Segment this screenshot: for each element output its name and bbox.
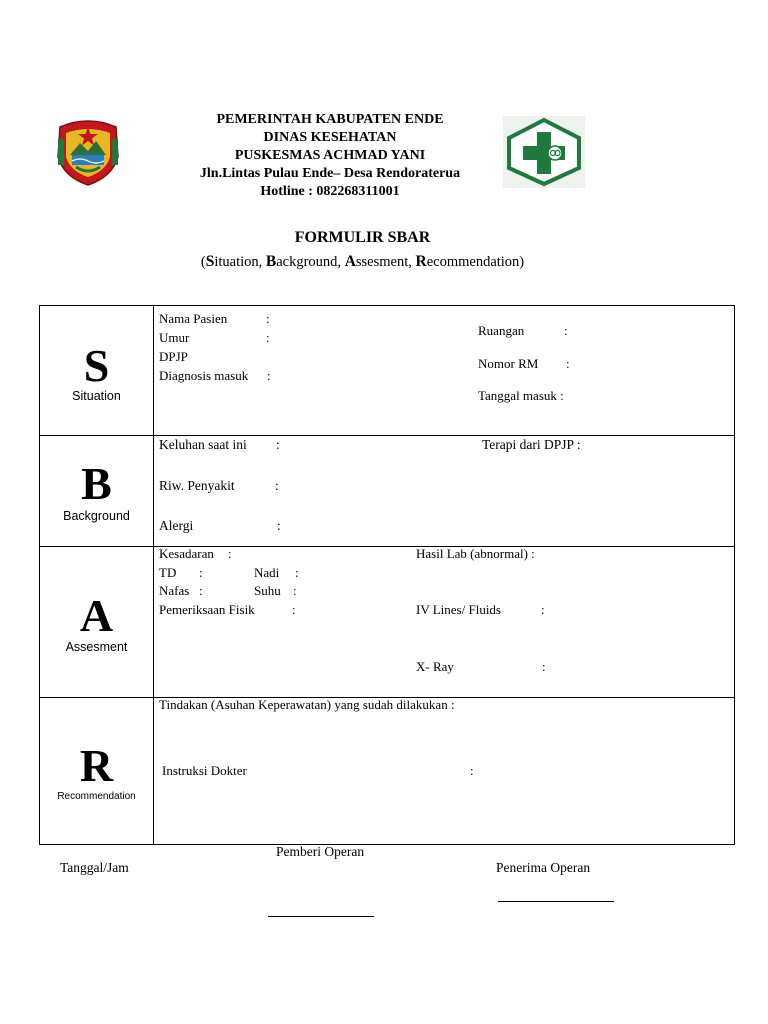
nomor-rm-label: Nomor RM (478, 356, 539, 371)
hasil-lab-label: Hasil Lab (abnormal) : (416, 546, 535, 561)
colon: : (267, 368, 271, 383)
penerima-signature-line (498, 901, 614, 902)
pemberi-operan-label: Pemberi Operan (276, 844, 365, 859)
umur-label: Umur (159, 330, 190, 345)
keluhan-label: Keluhan saat ini (159, 437, 247, 452)
colon: : (277, 518, 281, 533)
dpjp-label: DPJP (159, 349, 188, 364)
tindakan-label: Tindakan (Asuhan Keperawatan) yang sudah dilakukan : (159, 697, 455, 712)
colon: : (275, 478, 279, 493)
situation-letter: S (83, 340, 110, 391)
header-address: Jln.Lintas Pulau Ende– Desa Rendoraterua (199, 166, 461, 181)
nadi-label: Nadi (254, 565, 280, 580)
colon: : (295, 565, 299, 580)
colon: : (541, 602, 545, 617)
suhu-label: Suhu (254, 583, 281, 598)
td-label: TD (159, 565, 177, 580)
kesadaran-label: Kesadaran (159, 546, 214, 561)
background-caption: Background (63, 509, 130, 523)
colon: : (266, 330, 270, 345)
colon: : (542, 659, 546, 674)
header-agency: DINAS KESEHATAN (263, 130, 397, 145)
recommendation-caption: Recommendation (57, 791, 136, 802)
colon: : (293, 583, 297, 598)
colon: : (199, 583, 203, 598)
colon: : (292, 602, 296, 617)
assesment-letter: A (79, 590, 114, 641)
recommendation-letter: R (79, 740, 114, 791)
situation-caption: Situation (72, 389, 121, 403)
colon: : (564, 323, 568, 338)
colon: : (470, 763, 474, 778)
sbar-table (39, 305, 735, 845)
tanggal-masuk-label: Tanggal masuk : (478, 388, 564, 403)
colon: : (276, 437, 280, 452)
colon: : (199, 565, 203, 580)
column-divider (153, 306, 154, 844)
penerima-operan-label: Penerima Operan (496, 860, 591, 875)
row-divider (40, 546, 734, 547)
nama-pasien-label: Nama Pasien (159, 311, 228, 326)
background-letter: B (81, 458, 112, 509)
header-government: PEMERINTAH KABUPATEN ENDE (216, 112, 444, 127)
form-subtitle: (Situation, Background, Assesment, Recommendation) (200, 253, 525, 270)
form-title: FORMULIR SBAR (294, 229, 431, 246)
colon: : (566, 356, 570, 371)
xray-label: X- Ray (416, 659, 454, 674)
colon: : (228, 546, 232, 561)
row-divider (40, 435, 734, 436)
header-puskesmas: PUSKESMAS ACHMAD YANI (234, 148, 426, 163)
tanggal-jam-label: Tanggal/Jam (60, 860, 129, 875)
alergi-label: Alergi (159, 518, 194, 533)
pemeriksaan-fisik-label: Pemeriksaan Fisik (159, 602, 255, 617)
colon: : (266, 311, 270, 326)
terapi-dpjp-label: Terapi dari DPJP : (482, 437, 581, 452)
assesment-caption: Assesment (65, 640, 128, 654)
instruksi-dokter-label: Instruksi Dokter (162, 763, 247, 778)
nafas-label: Nafas (159, 583, 190, 598)
pemberi-signature-line (268, 916, 374, 917)
diagnosis-label: Diagnosis masuk (159, 368, 249, 383)
puskesmas-logo-icon (503, 116, 585, 188)
iv-lines-label: IV Lines/ Fluids (416, 602, 501, 617)
riwayat-penyakit-label: Riw. Penyakit (159, 478, 235, 493)
ende-regency-emblem-icon (52, 117, 124, 187)
header-hotline: Hotline : 082268311001 (260, 184, 400, 199)
ruangan-label: Ruangan (478, 323, 525, 338)
